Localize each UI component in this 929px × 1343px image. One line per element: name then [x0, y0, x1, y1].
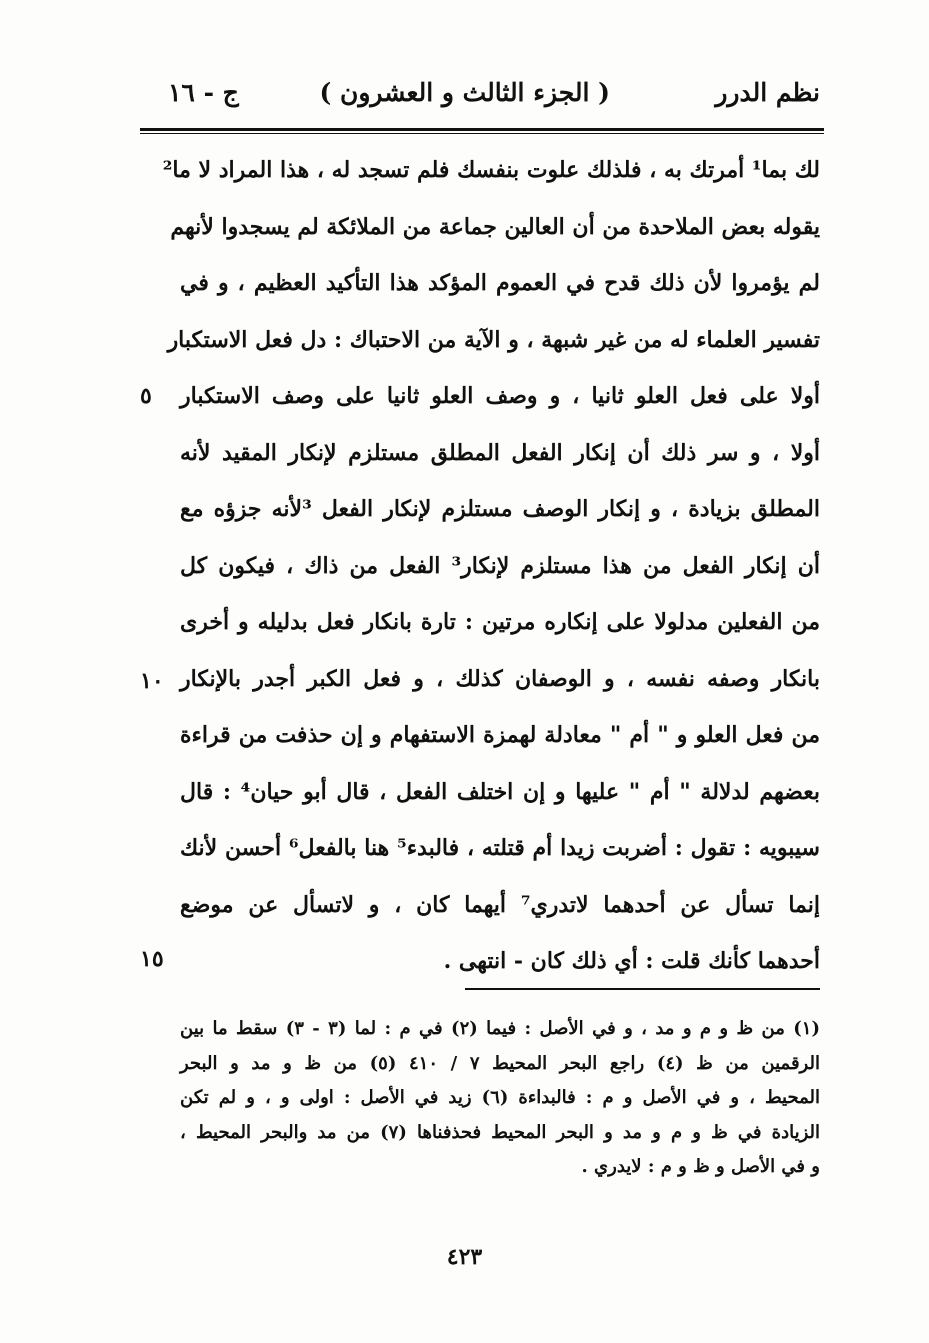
text-line: أحدهما كأنك قلت : أي ذلك كان - انتهى .: [443, 948, 820, 974]
footnote-rule: [465, 988, 820, 990]
footnotes: [180, 1012, 820, 1185]
line-number-15: ١٥: [140, 946, 164, 972]
line-number-5: ٥: [140, 383, 152, 409]
text-line: أولا ، و سر ذلك أن إنكار الفعل المطلق مستلزم لإنكار المقيد لأنه: [180, 439, 820, 466]
footnote-line: الرقمين من ظ (٤) راجع البحر المحيط ٧ / ٤١٠ (٥) من ظ و مد و البحر: [180, 1052, 820, 1074]
text-line: لم يؤمروا لأن ذلك قدح في العموم المؤكد هذا التأكيد العظيم ، و في: [180, 270, 820, 296]
volume-label: ج - ١٦: [168, 78, 239, 107]
main-text: [162, 142, 821, 990]
header-rule-thin: [140, 133, 824, 134]
text-line: أولا على فعل العلو ثانيا ، و وصف العلو ثانيا على وصف الاستكبار: [180, 383, 820, 409]
footnote-line: و في الأصل و ظ و م : لايدري .: [581, 1156, 820, 1177]
footnote-line: المحيط ، و في الأصل و م : فالبداءة (٦) زيد في الأصل : اولى و ، و لم تكن: [180, 1087, 820, 1108]
header-rule-thick: [140, 128, 824, 131]
text-line: تفسير العلماء له من غير شبهة ، و الآية من الاحتباك : دل فعل الاستكبار: [167, 326, 820, 353]
book-title: نظم الدرر: [715, 78, 820, 107]
text-line: أن إنكار الفعل من هذا مستلزم لإنكار³ الفعل من ذاك ، فيكون كل: [180, 552, 821, 579]
text-line: يقوله بعض الملاحدة من أن العالين جماعة من الملائكة لم يسجدوا لأنهم: [170, 213, 820, 240]
page-number: ٤٢٣: [446, 1244, 483, 1270]
part-title: ( الجزء الثالث و العشرون ): [319, 78, 610, 107]
text-line: سيبويه : تقول : أضربت زيدا أم قتلته ، فالبدء⁵ هنا بالفعل⁶ أحسن لأنك: [180, 835, 820, 861]
text-line: من الفعلين مدلولا على إنكاره مرتين : تارة بانكار فعل بدليله و أخرى: [180, 609, 820, 635]
text-line: لك بما¹ أمرتك به ، فلذلك علوت بنفسك فلم تسجد له ، هذا المراد لا ما²: [162, 157, 820, 183]
running-header: [140, 74, 820, 118]
footnote-line: (١) من ظ و م و مد ، و في الأصل : فيما (٢) في م : لما (٣ - ٣) سقط ما بين: [180, 1018, 820, 1039]
text-line: المطلق بزيادة ، و إنكار الوصف مستلزم لإنكار الفعل ³لأنه جزؤه مع: [180, 496, 820, 522]
text-line: بانكار وصفه نفسه ، و الوصفان كذلك ، و فعل الكبر أجدر بالإنكار: [180, 665, 820, 692]
text-line: من فعل العلو و " أم " معادلة لهمزة الاستفهام و إن حذفت من قراءة: [180, 722, 820, 748]
line-number-10: ١٠: [140, 668, 164, 694]
footnote-line: الزيادة في ظ و م و مد و البحر المحيط فحذفناها (٧) من مد والبحر المحيط ،: [180, 1121, 820, 1143]
text-line: إنما تسأل عن أحدهما لاتدري⁷ أيهما كان ، و لاتسأل عن موضع: [180, 891, 820, 918]
text-line: بعضهم لدلالة " أم " عليها و إن اختلف الفعل ، قال أبو حيان⁴ : قال: [180, 778, 820, 805]
